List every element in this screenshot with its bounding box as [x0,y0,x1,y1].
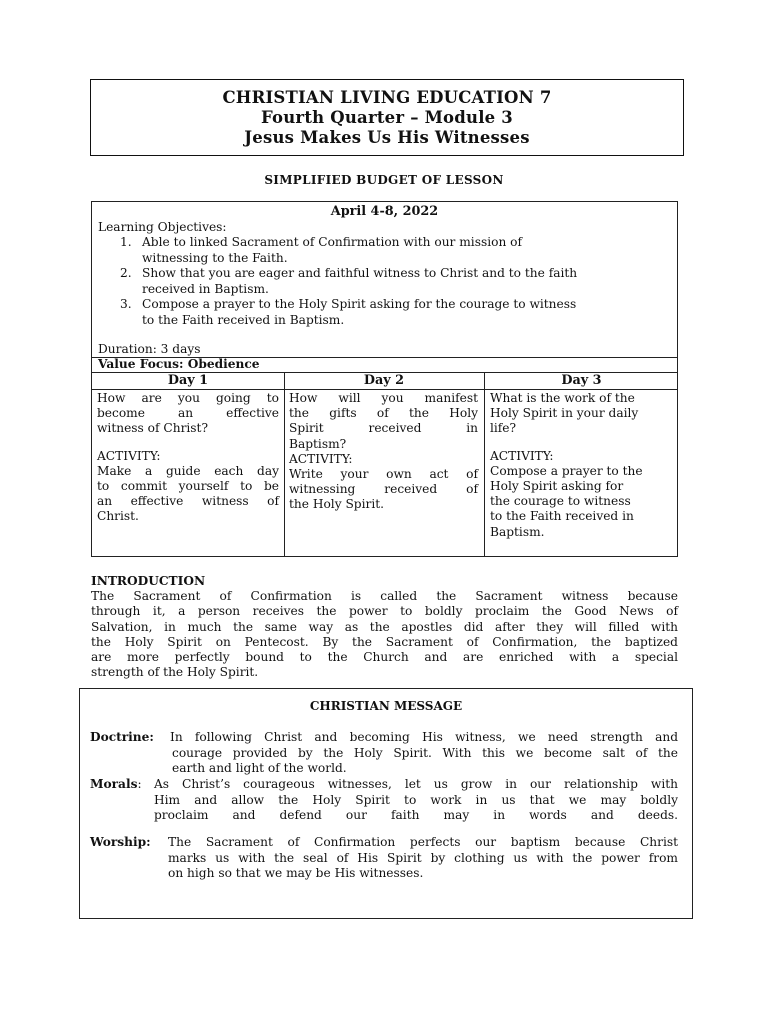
objective-item: Show that you are eager and faithful witness to Christ and to the faith received in Baptism. [142,266,578,296]
doctrine-text: In following Christ and becoming His witness, we need strength and courage provided by the Holy Spirit. With this we become salt of the earth and light of the world. [170,730,678,775]
quarter-module: Fourth Quarter – Module 3 [261,108,513,127]
day-2-cell: How will you manifest the gifts of the Holy Spirit received in Baptism? ACTIVITY: Write your own act of witnessing received of the Holy Spirit. [289,391,478,512]
christian-message-heading: CHRISTIAN MESSAGE [309,699,463,713]
lesson-date: April 4-8, 2022 [330,204,439,219]
value-focus: Value Focus: Obedience [98,357,260,371]
objective-item: Able to linked Sacrament of Confirmation with our mission of witnessing to the Faith. [142,235,523,265]
day-3-header: Day 3 [561,373,602,388]
objective-number: 1. [120,235,132,249]
module-title: Jesus Makes Us His Witnesses [244,128,530,147]
introduction-text: The Sacrament of Confirmation is called the Sacrament witness because through it, a person receives the power to boldly proclaim the Good News of Salvation, in much the same way as the apostles did after they will filled with the Holy Spirit on Pentecost. By the Sacrament of Confirmation, the baptized are more perfectly bound to the Church and are enriched with a special strength of the Holy Spirit. [91,589,678,680]
worship-label: Worship: [90,835,151,849]
day-3-cell: What is the work of the Holy Spirit in your daily life? ACTIVITY: Compose a prayer to the Holy Spirit asking for the courage to witness to the Faith received in Baptism. [490,391,643,539]
document-title: CHRISTIAN LIVING EDUCATION 7 [222,88,552,107]
day-2-header: Day 2 [363,373,405,388]
budget-heading: SIMPLIFIED BUDGET OF LESSON [264,173,504,187]
introduction-heading: INTRODUCTION [91,574,206,588]
morals-text: As Christ’s courageous witnesses, let us grow in our relationship with Him and allow the Holy Spirit to work in us that we may boldly proclaim and defend our faith may in words and deeds. [154,777,678,822]
doctrine-label: Doctrine: [90,730,154,744]
christian-message-box [79,688,693,919]
morals-label: Morals: [90,777,142,791]
objective-number: 2. [120,266,132,280]
duration: Duration: 3 days [98,342,201,356]
worship-text: The Sacrament of Confirmation perfects our baptism because Christ marks us with the seal of His Spirit by clothing us with the power from on high so that we may be His witnesses. [168,835,678,880]
day-1-header: Day 1 [167,373,209,388]
objective-number: 3. [120,297,132,311]
lesson-budget-table [91,201,678,557]
title-box [90,79,684,156]
day-1-cell: How are you going to become an effective witness of Christ? ACTIVITY: Make a guide each day to commit yourself to be an effective witness of Christ. [97,391,279,524]
objective-item: Compose a prayer to the Holy Spirit asking for the courage to witness to the Faith received in Baptism. [142,297,577,327]
objectives-label: Learning Objectives: [98,220,227,234]
